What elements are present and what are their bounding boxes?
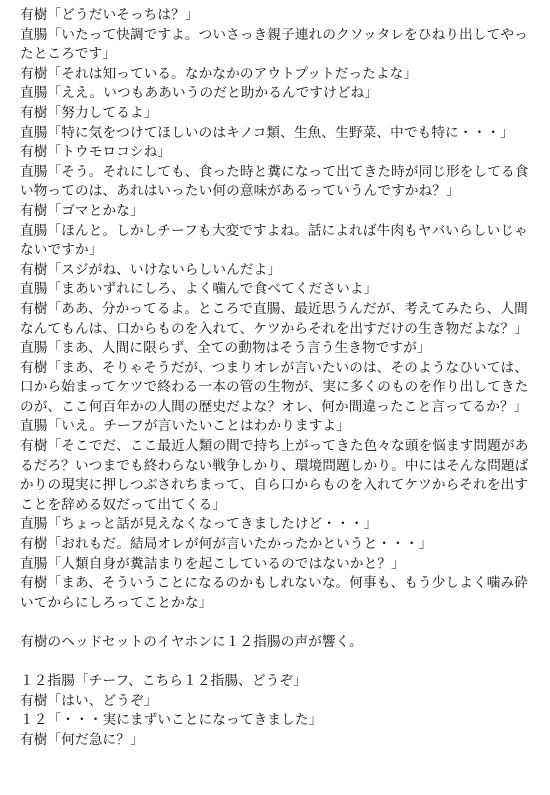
text-line: なんてもんは、口からものを入れて、ケツからそれを出すだけの生き物だよな？」 <box>20 320 529 337</box>
text-line: 有樹「そこでだ、ここ最近人類の間で持ち上がってきた色々な頭を悩ます問題があ <box>20 438 529 455</box>
text-line: 有樹「それは知っている。なかなかのアウトプットだったよな」 <box>20 65 418 82</box>
text-line: 有樹「どうだいそっちは？」 <box>20 7 199 23</box>
text-line: いてからにしろってことかな」 <box>20 594 213 611</box>
text-line: のが、ここ何百年かの人間の歴史だよな？オレ、何か間違ったこと言ってるか？」 <box>20 398 528 415</box>
text-line: 直腸「特に気をつけてほしいのはキノコ類、生魚、生野菜、中でも特に・・・」 <box>20 124 514 141</box>
text-line: 口から始まってケツで終わる一本の管の生物が、実に多くのものを作り出してきた <box>20 379 529 396</box>
text-line: かりの現実に押しつぶされちまって、自ら口からものを入れてケツからそれを出す <box>20 477 529 494</box>
text-line: 直腸「いえ。チーフが言いたいことはわかりますよ」 <box>20 418 350 435</box>
blank-line <box>20 653 542 673</box>
text-line: い物ってのは、あれはいったい何の意味があるっていうんですかね？」 <box>20 183 460 200</box>
document-body <box>20 6 542 751</box>
text-line: 直腸「そう。それにしても、食った時と糞になって出てきた時が同じ形をしてる食 <box>20 163 529 180</box>
text-line: ないですか」 <box>20 242 103 259</box>
text-line: 有樹「まあ、そりゃそうだが、つまりオレが言いたいのは、そのようなひいては、 <box>20 359 528 376</box>
text-line: ことを辞める奴だって出てくる」 <box>20 496 227 513</box>
text-line: 有樹「トウモロコシね」 <box>20 144 172 161</box>
text-line: 直腸「まあいずれにしろ、よく噛んで食べてくださいよ」 <box>20 281 378 298</box>
text-line: 有樹のヘッドセットのイヤホンに１２指腸の声が響く。 <box>20 634 363 650</box>
text-line: １２「・・・実にまずいことになってきました」 <box>20 712 323 729</box>
text-line: 直腸「まあ、人間に限らず、全ての動物はそう言う生き物ですが」 <box>20 340 431 357</box>
text-line: 有樹「何だ急に？」 <box>20 731 144 748</box>
text-line: １２指腸「チーフ、こちら１２指腸、どうぞ」 <box>20 673 307 690</box>
text-line: るだろ？いつまでも終わらない戦争しかり、環境問題しかり。中にはそんな問題ば <box>20 457 529 474</box>
text-line: 有樹「はい、どうぞ」 <box>20 692 158 709</box>
text-line: 有樹「スジがね、いけないらしいんだよ」 <box>20 261 282 278</box>
text-line: 直腸「人類自身が糞詰まりを起こしているのではないかと？」 <box>20 555 405 572</box>
text-line: 直腸「ほんと。しかしチーフも大変ですよね。話によれば牛肉もヤバいらしいじゃ <box>20 222 528 239</box>
text-line: 有樹「努力してるよ」 <box>20 104 158 121</box>
text-line: 有樹「まあ、そういうことになるのかもしれないな。何事も、もう少しよく噛み砕 <box>20 575 528 592</box>
text-line: 直腸「ええ。いつもああいうのだと助かるんですけどね」 <box>20 85 379 102</box>
text-line: 直腸「ちょっと話が見えなくなってきましたけど・・・」 <box>20 516 378 533</box>
text-line: 有樹「ゴマとかな」 <box>20 202 144 219</box>
text-line: 直腸「いたって快調ですよ。ついさっき親子連れのクソッタレをひねり出してやっ <box>20 26 528 43</box>
text-line: 有樹「おれもだ。結局オレが何が言いたかったかというと・・・」 <box>20 536 433 553</box>
text-line: たところです」 <box>20 46 117 63</box>
text-line: 有樹「ああ、分かってるよ。ところで直腸、最近思うんだが、考えてみたら、人間 <box>20 300 528 317</box>
blank-line <box>20 613 542 633</box>
